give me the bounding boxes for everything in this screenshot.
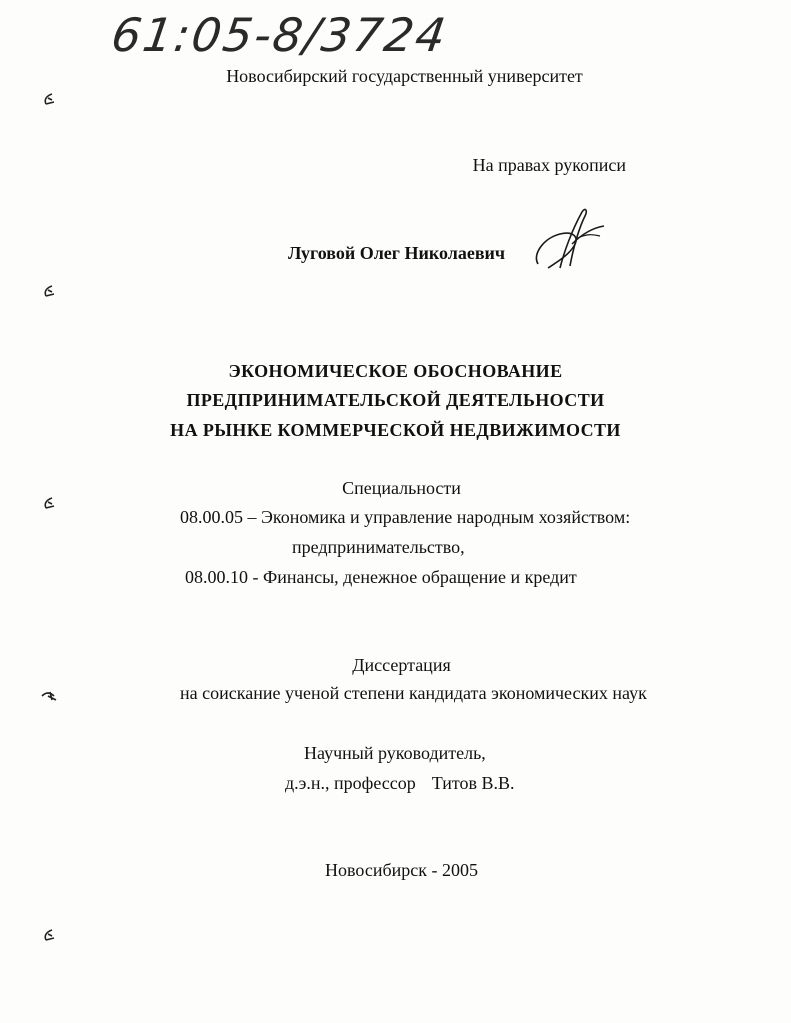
thesis-title-line-3: НА РЫНКЕ КОММЕРЧЕСКОЙ НЕДВИЖИМОСТИ [170, 420, 621, 440]
binding-mark-icon [40, 928, 60, 944]
binding-mark-icon [40, 284, 60, 300]
specialty-item-1: 08.00.05 – Экономика и управление народным хозяйством: [180, 507, 631, 527]
specialties-heading: Специальности [342, 478, 461, 498]
archive-code-handwritten: 61:05-8/3724 [108, 8, 451, 62]
advisor-title: д.э.н., профессор [285, 773, 416, 793]
advisor-label: Научный руководитель, [304, 743, 486, 763]
city-year: Новосибирск - 2005 [325, 860, 478, 880]
binding-mark-icon [40, 92, 60, 108]
thesis-title-line-2: ПРЕДПРИНИМАТЕЛЬСКОЙ ДЕЯТЕЛЬНОСТИ [186, 390, 605, 410]
author-name: Луговой Олег Николаевич [288, 243, 506, 263]
degree-statement: на соискание ученой степени кандидата экономических наук [180, 683, 647, 703]
binding-mark-icon [40, 496, 60, 512]
binding-mark-icon [40, 688, 60, 704]
specialty-item-1-continuation: предпринимательство, [292, 537, 465, 557]
dissertation-label: Диссертация [352, 655, 451, 675]
advisor-line [285, 773, 515, 794]
thesis-title-line-1: ЭКОНОМИЧЕСКОЕ ОБОСНОВАНИЕ [228, 361, 563, 381]
university-name: Новосибирский государственный университет [226, 66, 583, 86]
advisor-name: Титов В.В. [431, 773, 515, 793]
specialty-item-2: 08.00.10 - Финансы, денежное обращение и кредит [185, 567, 577, 587]
signature-icon [530, 204, 610, 274]
rights-note: На правах рукописи [472, 155, 626, 175]
